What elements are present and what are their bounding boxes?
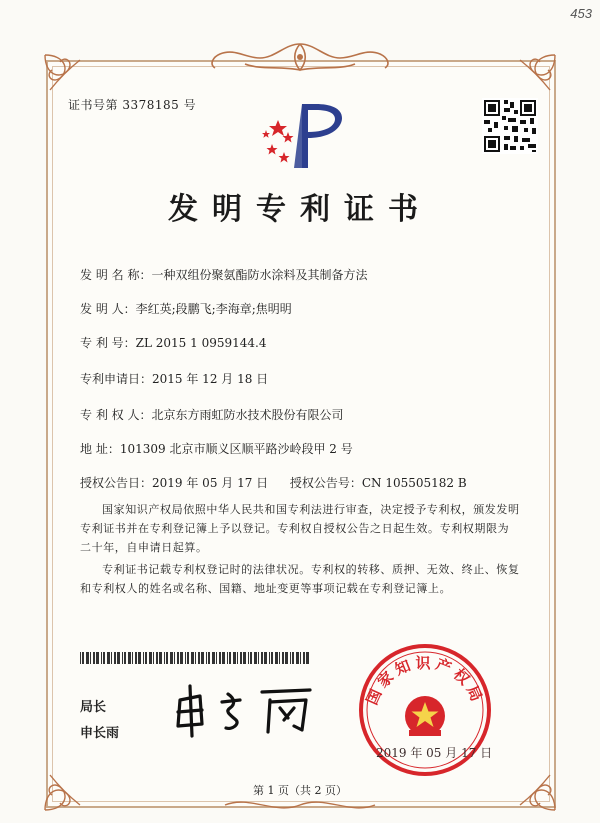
legal-status-paragraph: 专利证书记载专利权登记时的法律状况。专利权的转移、质押、无效、终止、恢复和专利权人的姓名或名称、国籍、地址变更等事项记载在专利登记簿上。: [80, 563, 520, 595]
certificate-number-label: 证书号第: [68, 98, 119, 112]
certificate-number-value: 3378185: [122, 98, 180, 112]
corner-ornament-icon: [490, 745, 560, 815]
field-invention-name: 发 明 名 称：一种双组份聚氨酯防水涂料及其制备方法: [80, 268, 368, 282]
handwritten-page-note: 453: [570, 6, 592, 21]
field-grant-info: 授权公告日：2019 年 05 月 17 日 授权公告号：CN 105505182 B: [80, 476, 467, 490]
field-patentee: 专 利 权 人：北京东方雨虹防水技术股份有限公司: [80, 408, 344, 422]
certificate-number: [68, 96, 196, 113]
seal-date: 2019 年 05 月 17 日: [376, 746, 493, 760]
seal-text: 国家知识产权局: [362, 653, 488, 708]
field-address: 地 址：101309 北京市顺义区顺平路沙岭段甲 2 号: [80, 442, 353, 456]
barcode-icon: [80, 652, 310, 664]
certificate-number-suffix: 号: [183, 98, 197, 112]
qr-code-icon: [482, 98, 538, 154]
certificate-title: 发明专利证书: [168, 192, 432, 227]
patent-office-logo-icon: [258, 98, 348, 172]
director-name: 申长雨: [80, 726, 120, 741]
page-number: 第 1 页（共 2 页）: [253, 784, 347, 797]
statement-paragraph: 国家知识产权局依照中华人民共和国专利法进行审查，决定授予专利权，颁发发明专利证书并在专利登记簿上予以登记。专利权自授权公告之日起生效。专利权期限为二十年，自申请日起算。: [80, 503, 520, 554]
field-inventors: 发 明 人：李红英;段鹏飞;李海章;焦明明: [80, 302, 292, 316]
director-title: 局长: [80, 700, 107, 715]
top-ornament-icon: [205, 40, 395, 74]
field-patent-number: 专 利 号：ZL 2015 1 0959144.4: [80, 336, 267, 350]
handwritten-signature-icon: [170, 680, 320, 740]
corner-ornament-icon: [40, 745, 110, 815]
field-application-date: 专利申请日：2015 年 12 月 18 日: [80, 372, 269, 386]
